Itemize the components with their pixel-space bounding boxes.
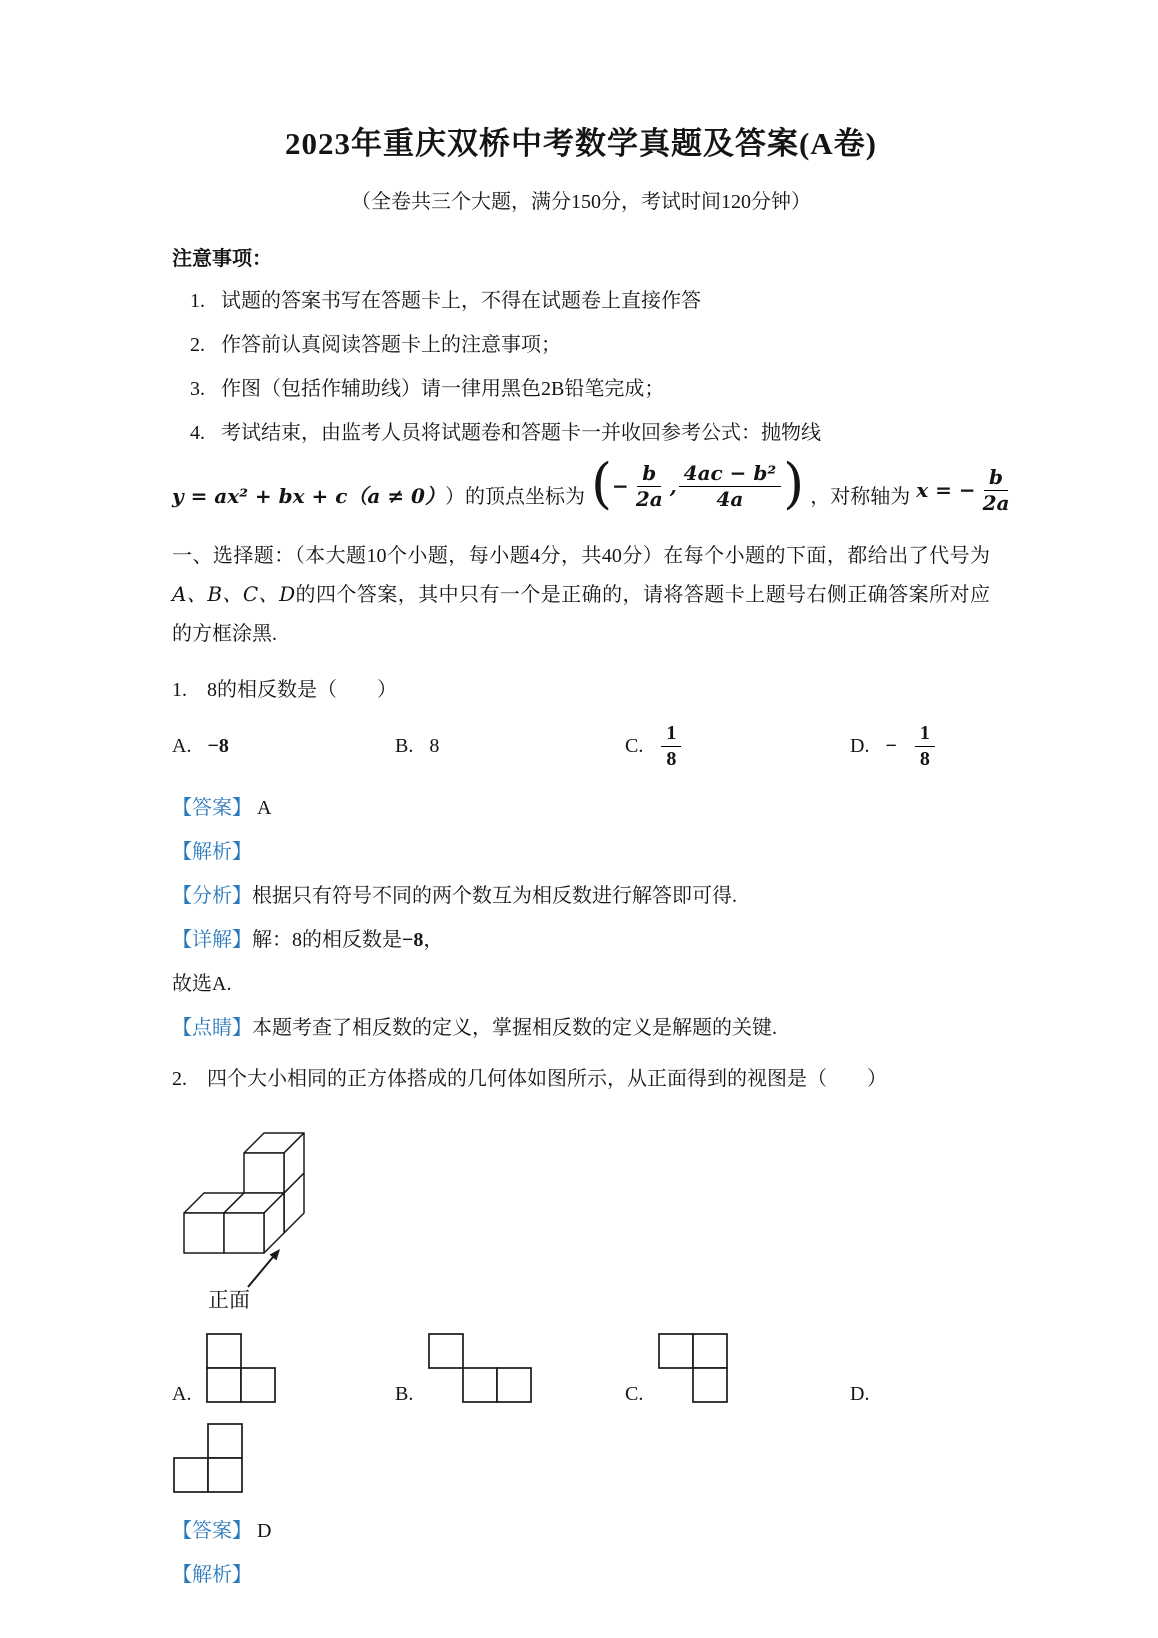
option-value: −8 [207, 734, 229, 757]
q1-option-b [395, 735, 625, 758]
fraction-b-over-2a [631, 461, 668, 512]
option-label: C. [625, 1383, 644, 1406]
option-label: D. [850, 1383, 870, 1406]
vertex-intro-text: ）的顶点坐标为 [444, 485, 585, 508]
q2-option-d-figure [172, 1422, 990, 1501]
notice-text: 考试结束，由监考人员将试题卷和答题卡一并收回参考公式：抛物线 [221, 422, 821, 444]
notice-item [172, 332, 990, 359]
q1-conclusion-line: 故选A. [172, 973, 232, 996]
denominator: 2a [635, 486, 663, 511]
answer-value: D [257, 1520, 272, 1543]
notice-item [172, 420, 990, 447]
exam-info-subtitle: （全卷共三个大题，满分150分，考试时间120分钟） [351, 191, 811, 213]
parabola-formula [172, 452, 1010, 521]
fraction-discriminant [679, 461, 781, 512]
numerator: 4ac − b² [679, 461, 781, 487]
front-view-label: 正面 [208, 1288, 250, 1312]
q1-fenxi-line [172, 882, 990, 910]
option-value: 8 [429, 734, 440, 757]
xiangjie-tag: 【详解】 [172, 929, 252, 952]
fenxi-tag: 【分析】 [172, 885, 252, 908]
fenxi-text: 根据只有符号不同的两个数互为相反数进行解答即可得. [252, 885, 737, 908]
view-option-d-figure [172, 1422, 246, 1496]
question-1-stem: 1. 8的相反数是（ ） [172, 679, 397, 702]
notice-number: 3. [190, 378, 205, 400]
section-one-heading [172, 537, 990, 653]
q1-dianjing-line [172, 1014, 990, 1042]
q2-option-b [395, 1332, 625, 1406]
notice-number: 2. [190, 334, 205, 356]
q1-option-d [850, 721, 990, 772]
jiexi-tag: 【解析】 [172, 841, 252, 864]
q2-option-d [850, 1383, 990, 1406]
notice-text: 作图（包括作辅助线）请一律用黑色2B铅笔完成； [221, 378, 665, 400]
jiexi-tag: 【解析】 [172, 1564, 252, 1587]
q1-jiexi-line [172, 838, 990, 866]
q1-option-a [172, 735, 395, 758]
notice-item [172, 376, 990, 403]
q2-option-c [625, 1332, 850, 1406]
answer-tag: 【答案】 [172, 1520, 252, 1543]
minus-sign: − [612, 474, 629, 498]
numerator: b [637, 461, 661, 487]
section-text: 一、选择题：（本大题10个小题，每小题4分，共40分）在每个小题的下面，都给出了代号为 [172, 545, 990, 567]
option-label: D. [850, 734, 870, 757]
notice-heading: 注意事项： [172, 248, 272, 270]
open-paren: ( [590, 452, 613, 515]
numerator: 1 [915, 721, 935, 747]
question-1-options [172, 714, 990, 778]
notice-text: 作答前认真阅读答题卡上的注意事项； [221, 334, 561, 356]
denominator: 4a [716, 486, 744, 511]
notice-text: 试题的答案书写在答题卡上，不得在试题卷上直接作答 [221, 290, 701, 312]
axis-of-symmetry-formula [916, 465, 1016, 516]
option-letters: A、B、C、D [172, 582, 296, 607]
answer-value: A [257, 797, 272, 820]
q1-answer-line [172, 794, 990, 822]
notice-item [172, 288, 990, 315]
fraction-one-eighth [661, 721, 681, 772]
option-label: A. [172, 1383, 192, 1406]
section-text: 的四个答案，其中只有一个是正确的，请将答题卡上题号右侧正确答案所对应的方框涂黑. [172, 584, 990, 645]
axis-lhs: x = − [916, 478, 976, 502]
vertex-coordinates [590, 452, 805, 515]
quadratic-expression: y = ax² + bx + c（a ≠ 0） [172, 483, 445, 508]
cube-solid-svg [172, 1103, 384, 1311]
minus-sign: − [885, 734, 897, 757]
dianjing-tag: 【点睛】 [172, 1017, 252, 1040]
fraction-b-over-2a [978, 465, 1015, 516]
dianjing-text: 本题考查了相反数的定义，掌握相反数的定义是解题的关键. [252, 1017, 777, 1040]
page-title: 2023年重庆双桥中考数学真题及答案(A卷) [284, 126, 878, 161]
option-label: A. [172, 734, 192, 757]
q1-option-c [625, 721, 850, 772]
question-2-stem: 2. 四个大小相同的正方体搭成的几何体如图所示，从正面得到的视图是（ ） [172, 1068, 887, 1091]
q2-answer-line [172, 1517, 990, 1545]
view-option-c-figure [657, 1332, 731, 1406]
denominator: 8 [919, 747, 930, 770]
axis-intro-text: ，对称轴为 [810, 485, 911, 508]
numerator: b [984, 465, 1008, 491]
xiangjie-text: ， [423, 929, 444, 952]
option-label: C. [625, 734, 644, 757]
q2-jiexi-line [172, 1561, 990, 1589]
front-direction-arrow-icon [248, 1249, 280, 1287]
xiangjie-value: −8 [402, 929, 424, 952]
comma: , [669, 474, 677, 498]
notice-number: 1. [190, 290, 205, 312]
xiangjie-text: 解：8的相反数是 [252, 929, 402, 952]
answer-tag: 【答案】 [172, 797, 252, 820]
question-2-options [172, 1326, 990, 1406]
close-paren: ) [783, 452, 805, 515]
option-label: B. [395, 734, 414, 757]
numerator: 1 [661, 721, 681, 747]
notice-number: 4. [190, 422, 205, 444]
view-option-b-figure [427, 1332, 533, 1406]
fraction-one-eighth [915, 721, 935, 772]
q2-solid-figure [172, 1103, 990, 1316]
view-option-a-figure [205, 1332, 279, 1406]
q1-xiangjie-line [172, 926, 990, 954]
denominator: 8 [666, 747, 677, 770]
option-label: B. [395, 1383, 414, 1406]
denominator: 2a [982, 490, 1010, 515]
q2-option-a [172, 1332, 395, 1406]
